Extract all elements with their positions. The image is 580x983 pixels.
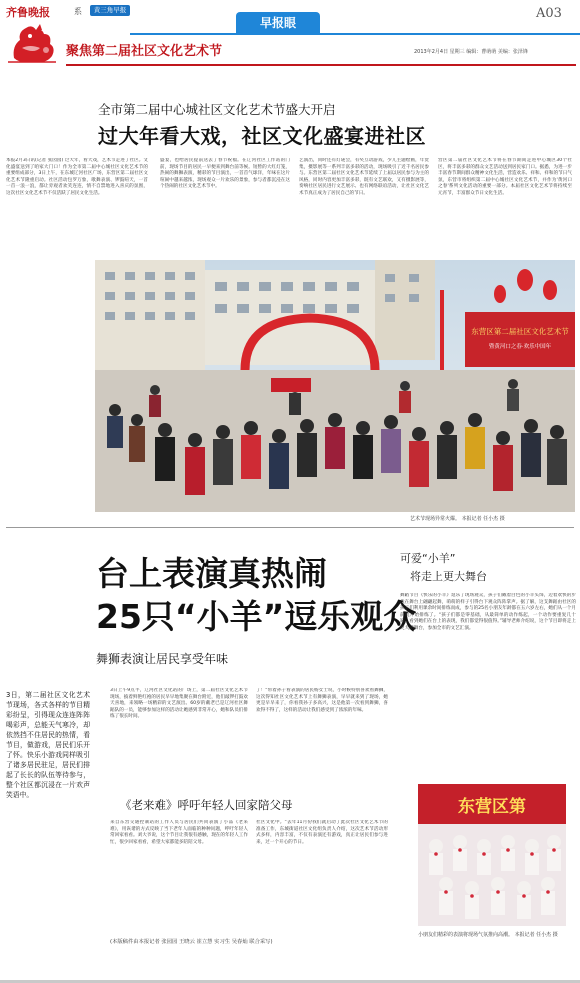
header-rule: [130, 33, 580, 35]
story2-column-1: 3日上午9点半，辽河社区文化站的广场上，第二届社区文化艺术节现场，披着鲜艳红袍的居民早早地集聚在舞台附近，他们敲锣打鼓欢天喜地，来领略一场精彩的文艺演出。60岁的戴老已是辽河社区舞蹈队的一员，能够参加这样的活动让她感到非常开心，她和队员们排练了很长时间。: [110, 688, 248, 720]
story2-lead: 3日，第二届社区文化艺术节现场，各式各样的节目精彩纷呈，引得现众连连阵阵喝彩声，总能天气寒冷，却依然挡不住居民的热情，看节目，做游戏，居民们乐开了怀。快乐小游戏同样吸引了诸多居民驻足，居民们排起了长长的队伍等待参与，整个社区都沉浸在一片欢声笑语中。: [6, 691, 90, 799]
story2-subhead: 舞狮表演让居民享受年味: [96, 652, 229, 666]
story1-column-2: 盛宴，也给居民提前送去了春节祝福。在辽河社区工作站的门前，现场节目的居民一早便来到舞台前等候。短暂的大红灯笼，热闹的舞狮表演，精彩的节目演出，一首首气球洋，年味在这片喧闹中越来越浓，现场观众一片欢乐的景象，参与者都沉浸在这个热闹的社区文化艺术节中。: [160, 158, 290, 190]
story2-headline: [96, 552, 416, 638]
paper-cut-rooster-icon: [6, 18, 61, 66]
sidebar-body: 舞蹈节目《快乐的小羊》逗乐了现场观众，孩子们戴着白色的小羊头饰，迈着欢快的步伐在舞台上翩翩起舞，萌萌的样子引得台下观众阵阵掌声。据了解，这支舞蹈由社区的孩子们利用课余时间排练而成，参与的25名小朋友年龄都在五六岁左右，她们从一个月前就开始排练了。“孩子们都是零基础，从最简单的动作练起，一个动作要重复几十遍，看到她们在台上的表现，我们都觉得很值得。”辅导老师介绍说，这个节目即将走上更大的舞台，参加全市的文艺汇演。: [400, 593, 576, 631]
masthead: [0, 0, 580, 70]
newspaper-logo: 齐鲁晚报: [6, 6, 50, 19]
photo2-caption: 小朋友们精彩的表演将现场气氛推向高潮。 本报记者 任小杰 摄: [418, 932, 558, 938]
story2-subhead-2: 《老来难》呼吁年轻人回家陪父母: [120, 798, 293, 812]
story2-column-2: 了！“带着孙子看表演的居民杨女士说，小时候特别喜欢看舞狮，这次得知社区文化艺术节上有舞狮表演，早早就来到了现场，她更是早早来了，你看我孙子多高兴，这是他第一次看到舞狮，喜欢得不得了，这样的活动让我们感受到了浓浓的年味。: [256, 688, 388, 713]
photo2-banner-text: 东营区第: [458, 797, 526, 817]
story1-column-3: 艺演出，同时还有灯谜会，有奖互动游戏，少儿主题绘画，年货集，摄影展等一系列丰富多彩的活动，现场吸引了近千名居民参与。东营区第二届社区文化艺术节延续了上届以居民参与为主的风格，同时内容更加丰富多彩，既有文艺联欢，又有摄影展等，奏响社区居民进行文艺展示、也有网络联谊活动，让社区文化艺术节真正成为了居民自己的节日。: [299, 158, 429, 196]
logo-series-label: 系: [74, 7, 82, 16]
children-performance-photo: [418, 784, 566, 926]
story1-column-4: 营区第二届社区文化艺术节将在春节期间走进中心城区30个社区，将丰富多彩的群众文艺活动送到居民家门口。据悉，为进一步丰富春节期间群众精神文化生活，营造欢乐、祥和、祥和的节日气氛，东营市将组织第二届中心城社区文化艺术节，并作为'黄河口之春'系列文化活动的重要一部分。本届社区文化艺术节将持续至元宵节，丰富群众节日文化生活。: [438, 158, 572, 196]
page-number: A03: [536, 6, 562, 21]
children-performance-illustration: [418, 784, 566, 926]
stage-banner-text: 东营区第二届社区文化艺术节: [471, 327, 569, 336]
story-divider: [6, 527, 574, 528]
sidebar-headline: 将走上更大舞台: [410, 570, 487, 583]
stage-banner-subtext: 暨黄河口之春·欢乐中国年: [488, 344, 552, 350]
dateline: 2013年2月4日 星期三 编辑：曹萌萌 美编：张泽锋: [414, 49, 528, 55]
sidebar-kicker: 可爱“小羊”: [400, 552, 456, 565]
photo1-caption: 艺术节现场异常火爆。 本报记者 任小杰 摄: [410, 516, 505, 522]
story1-kicker: 全市第二届中心城社区文化艺术节盛大开启: [98, 102, 336, 117]
edition-badge: 黄三角早报: [90, 5, 130, 16]
story2-column-3: 来自东营交通控制站的工作人员与居民们共同表演了小品《老来难》，用诙谐的方式反映了当下老年人面临的种种问题，呼吁年轻人常回家看看。刘大爷说，这个节目让我很有感触，现在的年轻人工作忙，很少回家看看，希望大家都能多陪陪父母。: [110, 820, 248, 845]
story2-column-4: 社区文化中。“去年11月份我们就启动了此次社区文化艺术节的准备工作，东城街道社区文化组负责人介绍，这次艺术节活动形式多样，内容丰富，不仅有表演还有游戏，真正让居民们参与进来，过一个开心的节日。: [256, 820, 388, 845]
story2-headline-line2: 25只“小羊”逗乐观众: [96, 597, 417, 636]
story2-headline-line1: 台上表演真热闹: [96, 554, 327, 593]
column-title: 聚焦第二届社区文化艺术节: [66, 44, 223, 59]
story1-column-1: 本报2月3日讯(记者 张园园) 过大年，看大戏，艺术节走进了社区。文化盛宴送到了咱家大门口！作为全市第二届中心城社区文化艺术节的重要组成部分，3日上午，在东城辽河社区广场，东营区第二届社区文化艺术节隆重启动。社区活动包罗万象，歌舞表演、锣鼓喧天，一首一首一浪一浪，都让旁观者欢笑连连，情不自禁地进入喜庆的氛围，这次社区文化艺术节不仅活跃了居民文化生活。: [6, 158, 148, 196]
festival-crowd-photo: [95, 260, 575, 512]
festival-crowd-illustration: [95, 260, 575, 512]
story2-byline: (本版稿件由本报记者 张园园 王晓云 崔立慧 实习生 吴春灿 联合采写): [110, 939, 273, 945]
title-rule: [66, 64, 576, 66]
section-tab: 早报眼: [236, 12, 320, 34]
story1-headline: 过大年看大戏，社区文化盛宴进社区: [98, 124, 426, 148]
